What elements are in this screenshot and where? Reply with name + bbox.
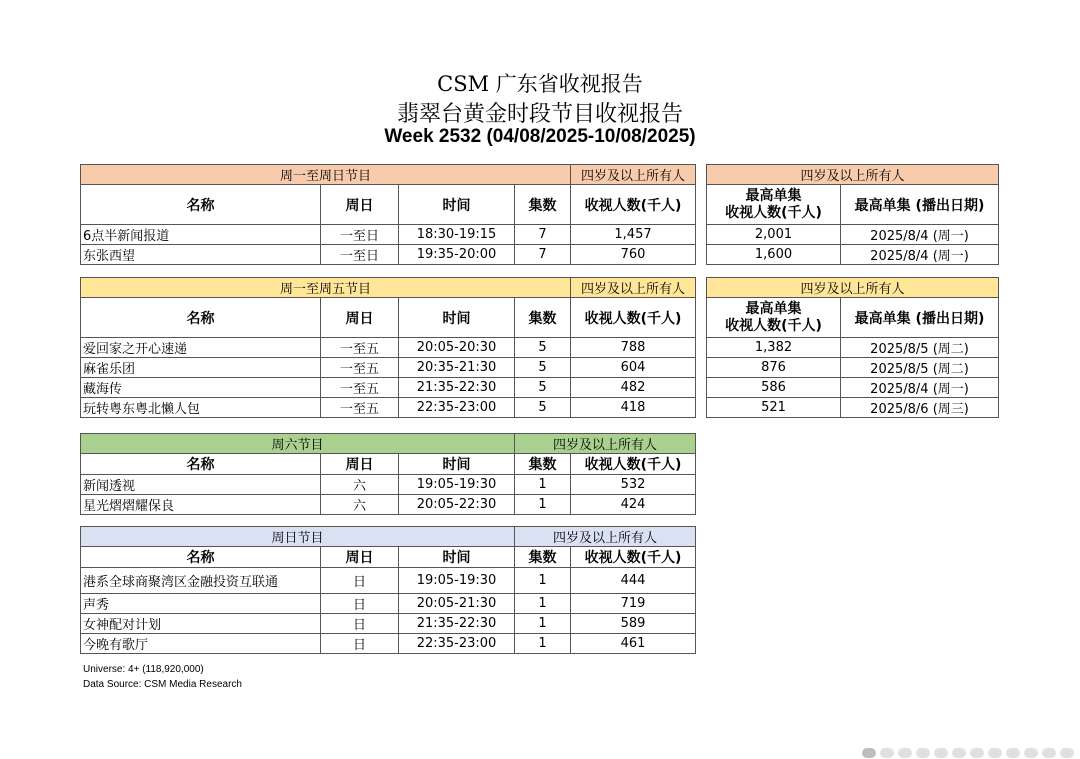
program-viewers: 604 xyxy=(571,358,696,378)
report-title-line2: 翡翠台黄金时段节目收视报告 xyxy=(396,102,683,127)
peak-date: 2025/8/4 (周一) xyxy=(841,225,999,245)
col-name: 名称 xyxy=(81,454,321,475)
col-day: 周日 xyxy=(321,298,399,338)
table-row xyxy=(81,398,696,418)
page-dot[interactable] xyxy=(898,748,912,758)
col-viewers: 收视人数(千人) xyxy=(571,298,696,338)
program-name: 爱回家之开心速递 xyxy=(81,338,321,358)
audience-header: 四岁及以上所有人 xyxy=(515,434,696,454)
audience-header: 四岁及以上所有人 xyxy=(707,278,999,298)
program-name: 新闻透视 xyxy=(81,475,321,495)
program-time: 22:35-23:00 xyxy=(399,398,515,418)
page-dot[interactable] xyxy=(1060,748,1074,758)
peak-viewers: 521 xyxy=(707,398,841,418)
program-day: 一至日 xyxy=(321,225,399,245)
program-name: 声秀 xyxy=(81,594,321,614)
program-day: 六 xyxy=(321,495,399,515)
table-row xyxy=(81,614,696,634)
program-day: 一至五 xyxy=(321,378,399,398)
table-row xyxy=(81,568,696,594)
table-row xyxy=(81,225,696,245)
program-name: 东张西望 xyxy=(81,245,321,265)
col-episodes: 集数 xyxy=(515,547,571,568)
peak-date: 2025/8/6 (周三) xyxy=(841,398,999,418)
table-row xyxy=(707,398,999,418)
page-dot[interactable] xyxy=(988,748,1002,758)
program-episodes: 1 xyxy=(515,614,571,634)
program-day: 日 xyxy=(321,594,399,614)
program-time: 20:05-20:30 xyxy=(399,338,515,358)
table-row xyxy=(81,634,696,654)
program-day: 一至五 xyxy=(321,338,399,358)
program-name: 今晚有歌厅 xyxy=(81,634,321,654)
col-episodes: 集数 xyxy=(515,185,571,225)
program-viewers: 788 xyxy=(571,338,696,358)
col-peak-date: 最高单集 (播出日期) xyxy=(841,185,999,225)
audience-header: 四岁及以上所有人 xyxy=(571,165,696,185)
col-peak-date: 最高单集 (播出日期) xyxy=(841,298,999,338)
page-dot[interactable] xyxy=(916,748,930,758)
table-row xyxy=(707,225,999,245)
table-row xyxy=(81,378,696,398)
program-episodes: 1 xyxy=(515,495,571,515)
col-episodes: 集数 xyxy=(515,298,571,338)
program-time: 18:30-19:15 xyxy=(399,225,515,245)
table-row xyxy=(707,245,999,265)
table-row xyxy=(81,495,696,515)
table-mon-fri xyxy=(80,277,696,418)
col-day: 周日 xyxy=(321,547,399,568)
program-day: 六 xyxy=(321,475,399,495)
program-name: 麻雀乐团 xyxy=(81,358,321,378)
table-mon-fri-peak xyxy=(706,277,999,418)
peak-viewers: 1,382 xyxy=(707,338,841,358)
section-header: 周六节目 xyxy=(81,434,515,454)
col-time: 时间 xyxy=(399,547,515,568)
page-dot[interactable] xyxy=(880,748,894,758)
program-time: 19:05-19:30 xyxy=(399,475,515,495)
program-viewers: 532 xyxy=(571,475,696,495)
table-row xyxy=(81,338,696,358)
program-viewers: 424 xyxy=(571,495,696,515)
table-row xyxy=(81,358,696,378)
peak-date: 2025/8/4 (周一) xyxy=(841,378,999,398)
program-time: 20:05-21:30 xyxy=(399,594,515,614)
page-dot[interactable] xyxy=(1024,748,1038,758)
col-peak: 最高单集 收视人数(千人) xyxy=(707,185,841,225)
page-dot[interactable] xyxy=(970,748,984,758)
program-time: 19:05-19:30 xyxy=(399,568,515,594)
section-header: 周一至周五节目 xyxy=(81,278,571,298)
program-name: 藏海传 xyxy=(81,378,321,398)
program-time: 22:35-23:00 xyxy=(399,634,515,654)
peak-viewers: 876 xyxy=(707,358,841,378)
program-episodes: 5 xyxy=(515,378,571,398)
program-episodes: 7 xyxy=(515,225,571,245)
col-name: 名称 xyxy=(81,185,321,225)
table-row xyxy=(81,475,696,495)
peak-viewers: 1,600 xyxy=(707,245,841,265)
report-title-line1: CSM 广东省收视报告 xyxy=(437,72,643,96)
col-day: 周日 xyxy=(321,185,399,225)
program-day: 一至五 xyxy=(321,358,399,378)
program-viewers: 482 xyxy=(571,378,696,398)
program-episodes: 5 xyxy=(515,358,571,378)
col-peak: 最高单集 收视人数(千人) xyxy=(707,298,841,338)
program-day: 日 xyxy=(321,634,399,654)
table-row xyxy=(707,358,999,378)
col-viewers: 收视人数(千人) xyxy=(571,185,696,225)
program-episodes: 5 xyxy=(515,398,571,418)
page-dot[interactable] xyxy=(934,748,948,758)
table-row xyxy=(707,338,999,358)
audience-header: 四岁及以上所有人 xyxy=(707,165,999,185)
table-row xyxy=(81,245,696,265)
program-viewers: 418 xyxy=(571,398,696,418)
peak-date: 2025/8/4 (周一) xyxy=(841,245,999,265)
program-name: 女神配对计划 xyxy=(81,614,321,634)
peak-viewers: 2,001 xyxy=(707,225,841,245)
col-name: 名称 xyxy=(81,298,321,338)
page-dot[interactable] xyxy=(1042,748,1056,758)
program-day: 一至日 xyxy=(321,245,399,265)
col-time: 时间 xyxy=(399,185,515,225)
table-saturday xyxy=(80,433,696,515)
program-viewers: 719 xyxy=(571,594,696,614)
table-row xyxy=(81,594,696,614)
section-header: 周一至周日节目 xyxy=(81,165,571,185)
table-mon-sun xyxy=(80,164,696,265)
audience-header: 四岁及以上所有人 xyxy=(515,527,696,547)
col-viewers: 收视人数(千人) xyxy=(571,547,696,568)
program-episodes: 1 xyxy=(515,594,571,614)
universe-note: Universe: 4+ (118,920,000) xyxy=(83,664,204,675)
program-episodes: 1 xyxy=(515,634,571,654)
audience-header: 四岁及以上所有人 xyxy=(571,278,696,298)
program-viewers: 461 xyxy=(571,634,696,654)
program-episodes: 1 xyxy=(515,568,571,594)
table-mon-sun-peak xyxy=(706,164,999,265)
program-time: 21:35-22:30 xyxy=(399,614,515,634)
program-viewers: 1,457 xyxy=(571,225,696,245)
table-sunday xyxy=(80,526,696,654)
section-header: 周日节目 xyxy=(81,527,515,547)
program-time: 20:35-21:30 xyxy=(399,358,515,378)
program-episodes: 1 xyxy=(515,475,571,495)
col-episodes: 集数 xyxy=(515,454,571,475)
program-viewers: 589 xyxy=(571,614,696,634)
program-episodes: 7 xyxy=(515,245,571,265)
program-viewers: 444 xyxy=(571,568,696,594)
program-name: 玩转粤东粤北懒人包 xyxy=(81,398,321,418)
program-episodes: 5 xyxy=(515,338,571,358)
program-viewers: 760 xyxy=(571,245,696,265)
peak-date: 2025/8/5 (周二) xyxy=(841,358,999,378)
program-time: 21:35-22:30 xyxy=(399,378,515,398)
page-dot[interactable] xyxy=(952,748,966,758)
program-name: 6点半新闻报道 xyxy=(81,225,321,245)
program-day: 一至五 xyxy=(321,398,399,418)
col-time: 时间 xyxy=(399,298,515,338)
program-name: 星光熠熠耀保良 xyxy=(81,495,321,515)
col-name: 名称 xyxy=(81,547,321,568)
page-dot[interactable] xyxy=(1006,748,1020,758)
report-week: Week 2532 (04/08/2025-10/08/2025) xyxy=(384,126,696,147)
program-time: 20:05-22:30 xyxy=(399,495,515,515)
program-day: 日 xyxy=(321,568,399,594)
col-day: 周日 xyxy=(321,454,399,475)
peak-viewers: 586 xyxy=(707,378,841,398)
col-viewers: 收视人数(千人) xyxy=(571,454,696,475)
page-dot-active[interactable] xyxy=(862,748,876,758)
peak-date: 2025/8/5 (周二) xyxy=(841,338,999,358)
program-day: 日 xyxy=(321,614,399,634)
program-time: 19:35-20:00 xyxy=(399,245,515,265)
program-name: 港系全球商聚湾区金融投资互联通 xyxy=(81,568,321,594)
table-row xyxy=(707,378,999,398)
col-time: 时间 xyxy=(399,454,515,475)
data-source-note: Data Source: CSM Media Research xyxy=(83,679,242,690)
